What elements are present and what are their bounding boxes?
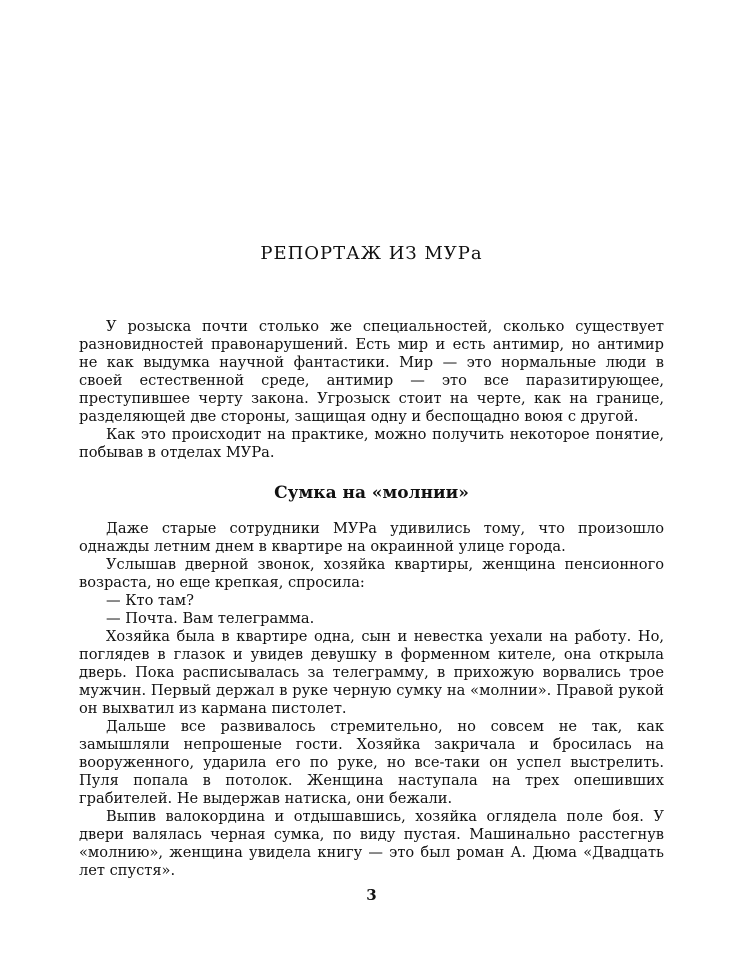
section-title: РЕПОРТАЖ ИЗ МУРа <box>260 243 483 264</box>
page-number: 3 <box>366 886 377 904</box>
story-paragraph-5: Выпив валокордина и отдышавшись, хозяйка оглядела поле боя. У двери валялась черная сумка, по виду пустая. Машинально расстегнув «молнию», женщина увидела книгу — это был роман А. Дюма «Двадцать лет спустя». <box>79 808 664 879</box>
dialog-line-2: — Почта. Вам телеграмма. <box>106 610 315 627</box>
intro-paragraph-1: У розыска почти столько же специальностей, сколько существует разновидностей правонарушений. Есть мир и есть антимир, но антимир не как выдумка научной фантастики. Мир — это нормальные люди в своей естественной среде, антимир — это все паразитирующее, преступившее черту закона. Угрозыск стоит на черте, как на границе, разделяющей две стороны, защищая одну и беспощадно воюя с другой. <box>79 318 664 425</box>
intro-paragraph-2: Как это происходит на практике, можно получить некоторое понятие, побывав в отделах МУРа. <box>79 426 664 461</box>
intro-text <box>79 318 664 462</box>
dialog-line-1: — Кто там? <box>106 592 194 609</box>
story-paragraph-3: Хозяйка была в квартире одна, сын и невестка уехали на работу. Но, поглядев в глазок и увидев девушку в форменном кителе, она открыла дверь. Пока расписывалась за телеграмму, в прихожую ворвались трое мужчин. Первый держал в руке черную сумку на «молнии». Правой рукой он выхватил из кармана пистолет. <box>79 628 664 717</box>
chapter-title: Сумка на «молнии» <box>274 483 469 503</box>
story-text <box>79 520 664 880</box>
book-page <box>79 0 664 967</box>
story-paragraph-2: Услышав дверной звонок, хозяйка квартиры, женщина пенсионного возраста, но еще крепкая, спросила: <box>79 556 664 591</box>
story-paragraph-1: Даже старые сотрудники МУРа удивились тому, что произошло однажды летним днем в квартире на окраинной улице города. <box>79 520 664 555</box>
story-paragraph-4: Дальше все развивалось стремительно, но совсем не так, как замышляли непрошеные гости. Хозяйка закричала и бросилась на вооруженного, ударила его по руке, но все-таки он успел выстрелить. Пуля попала в потолок. Женщина наступала на трех опешивших грабителей. Не выдержав натиска, они бежали. <box>79 718 664 807</box>
